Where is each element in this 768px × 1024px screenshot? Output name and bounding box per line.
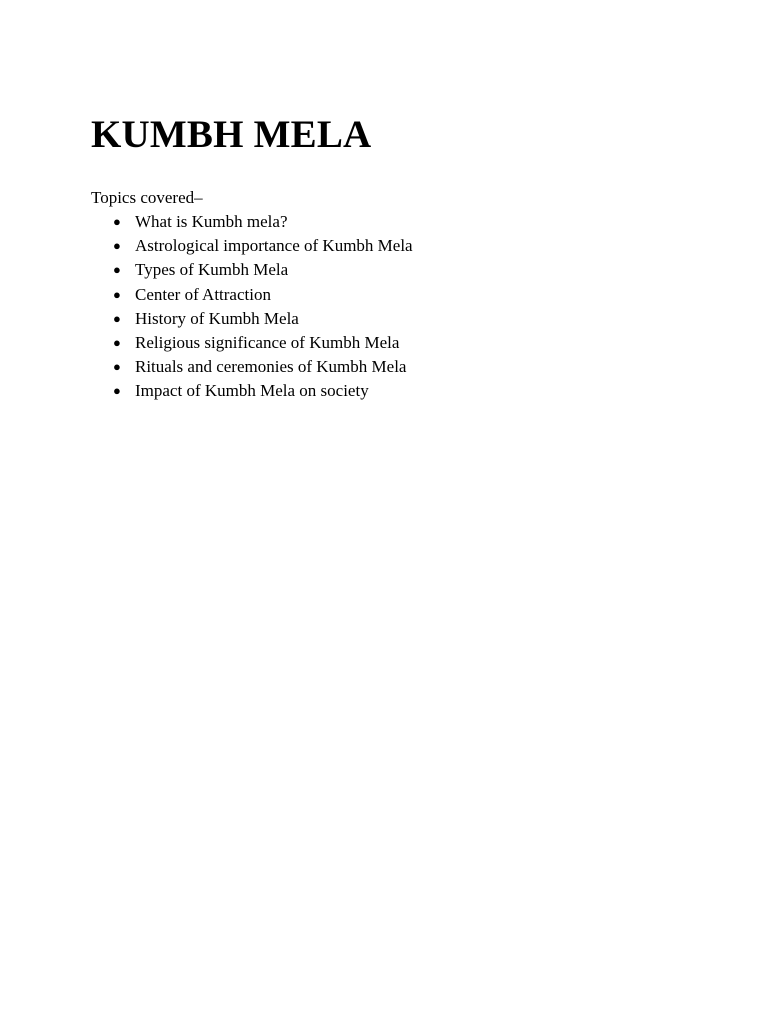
bullet-icon: ● xyxy=(113,335,121,351)
bullet-icon: ● xyxy=(113,359,121,375)
topics-list xyxy=(91,210,413,404)
topic-text: Religious significance of Kumbh Mela xyxy=(135,333,400,353)
list-item xyxy=(91,307,413,331)
topic-text: History of Kumbh Mela xyxy=(135,308,299,328)
bullet-icon: ● xyxy=(113,286,121,302)
document-title: KUMBH MELA xyxy=(91,113,372,156)
bullet-icon: ● xyxy=(113,383,121,399)
list-item xyxy=(91,379,413,403)
list-item xyxy=(91,355,413,379)
topic-text: Center of Attraction xyxy=(135,284,271,304)
topic-text: Types of Kumbh Mela xyxy=(135,260,289,280)
topic-text: Rituals and ceremonies of Kumbh Mela xyxy=(135,357,407,377)
topic-text: Impact of Kumbh Mela on society xyxy=(135,381,369,401)
list-item xyxy=(91,283,413,307)
list-item xyxy=(91,210,413,234)
topics-intro: Topics covered– xyxy=(91,188,203,207)
list-item xyxy=(91,331,413,355)
topic-text: Astrological importance of Kumbh Mela xyxy=(135,236,413,256)
bullet-icon: ● xyxy=(113,238,121,254)
list-item xyxy=(91,234,413,258)
topic-text: What is Kumbh mela? xyxy=(135,212,288,231)
bullet-icon: ● xyxy=(113,310,121,326)
list-item xyxy=(91,258,413,282)
bullet-icon: ● xyxy=(113,262,121,278)
bullet-icon: ● xyxy=(113,214,121,229)
